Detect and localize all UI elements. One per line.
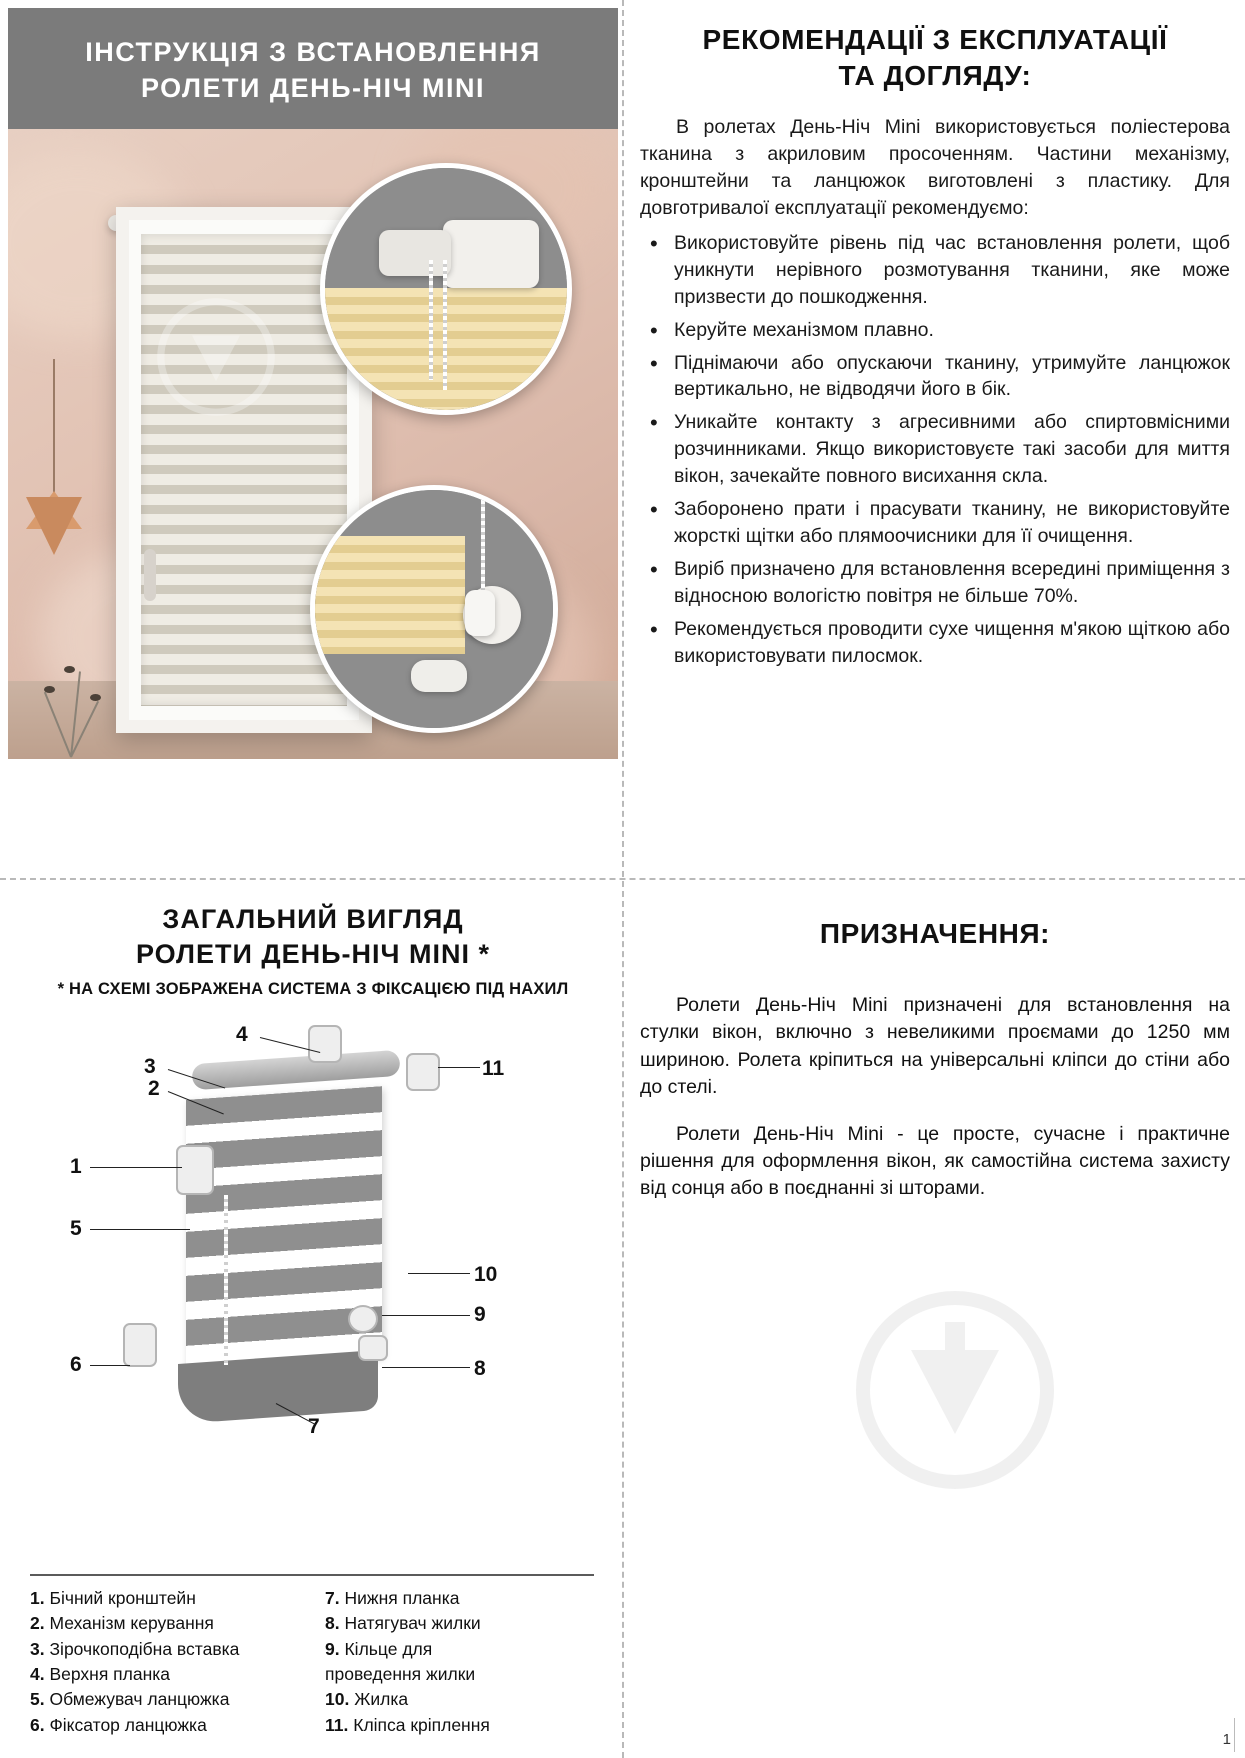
- legend-num: 10.: [325, 1689, 350, 1710]
- overview-note: * НА СХЕМІ ЗОБРАЖЕНА СИСТЕМА З ФІКСАЦІЄЮ ПІД НАХИЛ: [57, 980, 569, 999]
- detail-inset-tensioner: [310, 485, 558, 733]
- care-section: [640, 22, 1230, 676]
- legend-item: [30, 1586, 299, 1611]
- lamp-shade: [26, 497, 82, 555]
- legend-text: Кліпса кріплення: [353, 1714, 490, 1735]
- installation-header: [8, 8, 618, 129]
- legend-num: 5.: [30, 1689, 45, 1710]
- callout-11: 11: [482, 1057, 505, 1081]
- legend-text: Бічний кронштейн: [49, 1587, 196, 1608]
- line-ring-diagram: [348, 1305, 378, 1333]
- callout-10: 10: [474, 1263, 498, 1287]
- care-intro: В ролетах День-Ніч Mini використовується поліестерова тканина з акриловим просоченням. Частини механізму, кронштейни та ланцюжок виготовлені з пластику. Для довготривалої експлуатації рекомендуємо:: [640, 116, 1230, 219]
- care-item: • Рекомендується проводити сухе чищення м'якою щіткою або використовувати пилосмок.: [640, 616, 1230, 670]
- legend-num: 8.: [325, 1613, 340, 1634]
- side-bracket-diagram: [176, 1145, 214, 1195]
- care-item: • Керуйте механізмом плавно.: [640, 317, 1230, 344]
- legend-item: [30, 1637, 299, 1662]
- purpose-paragraph: Ролети День-Ніч Mini - це просте, сучасне і практичне рішення для оформлення вікон, як самостійна система захисту від сонця або в поєднанні зі шторами.: [640, 1122, 1230, 1200]
- legend-text: Нижня планка: [344, 1587, 460, 1608]
- purpose-title: ПРИЗНАЧЕННЯ:: [819, 918, 1051, 949]
- legend-column-right: [325, 1586, 594, 1738]
- installation-photo: [8, 129, 618, 759]
- legend-column-left: [30, 1586, 299, 1738]
- callout-6: 6: [70, 1353, 82, 1377]
- legend-text: Натягувач жилки: [344, 1613, 481, 1634]
- care-item: • Виріб призначено для встановлення всередині приміщення з відносною вологістю повітря не більше 70%.: [640, 556, 1230, 610]
- legend-num: 4.: [30, 1663, 45, 1684]
- legend-text: Фіксатор ланцюжка: [49, 1714, 207, 1735]
- exploded-diagram: [8, 1005, 618, 1505]
- clip-left-diagram: [308, 1025, 342, 1063]
- legend-item: [325, 1611, 594, 1636]
- lamp-wire: [53, 359, 55, 494]
- legend-text: Зірочкоподібна вставка: [49, 1638, 240, 1659]
- page-number-rule: [1234, 1718, 1235, 1752]
- legend-text: Механізм керування: [49, 1613, 214, 1634]
- top-tube-diagram: [191, 1050, 400, 1090]
- purpose-paragraph: Ролети День-Ніч Mini призначені для встановлення на стулки вікон, включно з невеликими проємами до 1250 мм шириною. Ролета кріпиться на універсальні кліпси до стіни або до стелі.: [640, 994, 1230, 1098]
- clip-right-diagram: [406, 1053, 440, 1091]
- legend-item: [325, 1687, 594, 1712]
- installation-title-line2: РОЛЕТИ ДЕНЬ-НІЧ MINI: [141, 73, 485, 104]
- legend-item: [30, 1713, 299, 1738]
- legend-num: 6.: [30, 1714, 45, 1735]
- care-title-line1: РЕКОМЕНДАЦІЇ З ЕКСПЛУАТАЦІЇ: [702, 24, 1168, 55]
- care-item: • Використовуйте рівень під час встановлення ролети, щоб уникнути нерівного розмотування тканини, яке може призвести до пошкодження.: [640, 230, 1230, 311]
- overview-title-line2: РОЛЕТИ ДЕНЬ-НІЧ MINI *: [136, 939, 490, 970]
- purpose-section: [640, 900, 1230, 1209]
- watermark-icon: [156, 297, 276, 417]
- legend-num: 7.: [325, 1587, 340, 1608]
- page-number: 1: [1222, 1731, 1231, 1748]
- legend-item: [325, 1662, 594, 1687]
- care-item: • Уникайте контакту з агресивними або спиртовмісними розчинниками. Якщо використовуєте такі засоби для миття вікон, зачекайте повного висихання скла.: [640, 409, 1230, 490]
- legend-item: [30, 1662, 299, 1687]
- legend-num: 9.: [325, 1638, 340, 1659]
- legend-num: 3.: [30, 1638, 45, 1659]
- legend-text: Обмежувач ланцюжка: [49, 1689, 230, 1710]
- legend-text: Жилка: [354, 1689, 409, 1710]
- legend-item: [30, 1687, 299, 1712]
- care-item: • Заборонено прати і прасувати тканину, не використовуйте жорсткі щітки або плямоочисники для її очищення.: [640, 496, 1230, 550]
- legend-text: Кільце для: [344, 1638, 433, 1659]
- bottom-bar-diagram: [178, 1350, 378, 1424]
- detail-inset-mechanism: [320, 163, 572, 415]
- legend-num: 2.: [30, 1613, 45, 1634]
- callout-1: 1: [70, 1155, 82, 1179]
- legend-text: Верхня планка: [49, 1663, 171, 1684]
- callout-4: 4: [236, 1023, 248, 1047]
- legend-item: [325, 1637, 594, 1662]
- care-list: [640, 230, 1230, 670]
- legend-item: [325, 1713, 594, 1738]
- legend-text: проведення жилки: [325, 1663, 476, 1684]
- legend-num: 1.: [30, 1587, 45, 1608]
- care-title: [640, 22, 1230, 95]
- chain-fixator-diagram: [123, 1323, 157, 1367]
- callout-8: 8: [474, 1357, 486, 1381]
- callout-9: 9: [474, 1303, 486, 1327]
- window-handle: [144, 549, 156, 601]
- overview-section: [8, 892, 618, 1748]
- legend-item: [30, 1611, 299, 1636]
- control-chain-diagram: [224, 1195, 228, 1365]
- installation-title-line1: ІНСТРУКЦІЯ З ВСТАНОВЛЕННЯ: [85, 37, 541, 67]
- horizontal-separator: [0, 878, 1245, 880]
- line-tensioner-diagram: [358, 1335, 388, 1361]
- care-item: • Піднімаючи або опускаючи тканину, утримуйте ланцюжок вертикально, не відводячи його в бік.: [640, 350, 1230, 404]
- legend-num: 11.: [325, 1714, 349, 1735]
- callout-3: 3: [144, 1055, 156, 1079]
- callout-7: 7: [308, 1415, 320, 1439]
- decor-plant: [20, 662, 130, 757]
- installation-section: [8, 8, 618, 870]
- overview-title: [8, 902, 618, 972]
- legend: [30, 1574, 594, 1738]
- legend-item: [325, 1586, 594, 1611]
- callout-5: 5: [70, 1217, 82, 1241]
- overview-title-line1: ЗАГАЛЬНИЙ ВИГЛЯД: [162, 904, 464, 934]
- watermark-icon: [855, 1290, 1055, 1490]
- callout-2: 2: [148, 1077, 160, 1101]
- care-title-line2: ТА ДОГЛЯДУ:: [838, 60, 1032, 92]
